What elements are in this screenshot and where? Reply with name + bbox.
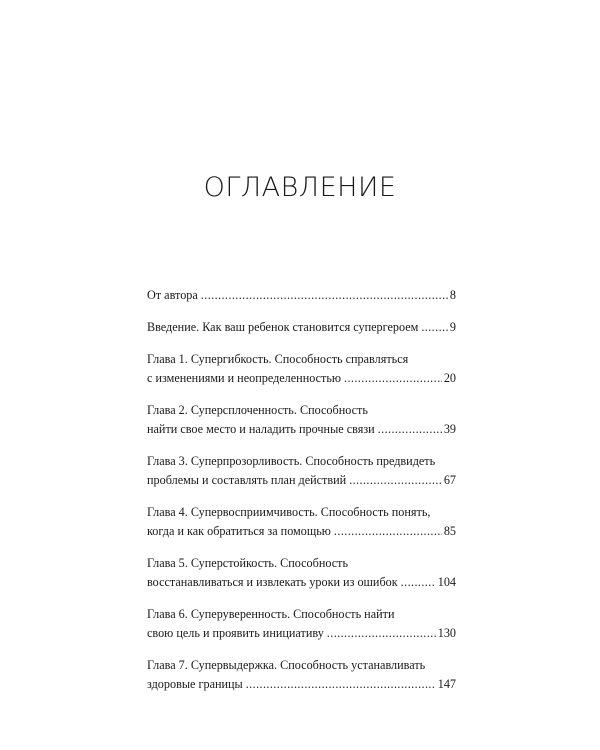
toc-entry-title-line: Глава 6. Суперуверенность. Способность найти (147, 607, 395, 621)
dot-leader (246, 675, 436, 694)
toc-page-number: 147 (437, 677, 456, 691)
toc-entry-line (147, 624, 456, 643)
toc-entry[interactable] (147, 286, 456, 305)
dot-leader (378, 420, 442, 439)
toc-entry-title: проблемы и составлять план действий (147, 473, 347, 487)
toc-entry-title: Введение. Как ваш ребенок становится супергероем (147, 320, 419, 334)
table-of-contents (147, 286, 456, 707)
toc-entry-title-line: Глава 4. Супервосприимчивость. Способность понять, (147, 505, 431, 519)
dot-leader (401, 573, 436, 592)
toc-page-number: 9 (449, 320, 456, 334)
toc-page-number: 104 (437, 575, 456, 589)
toc-entry[interactable] (147, 401, 456, 439)
toc-entry-title-line: Глава 5. Суперстойкость. Способность (147, 556, 349, 570)
toc-page-number: 130 (437, 626, 456, 640)
toc-entry-line (147, 573, 456, 592)
toc-entry-line (147, 420, 456, 439)
toc-entry-title-line: Глава 1. Супергибкость. Способность справляться (147, 352, 409, 366)
toc-entry-title-line: Глава 7. Супервыдержка. Способность устанавливать (147, 658, 426, 672)
toc-entry-line (147, 286, 456, 305)
toc-entry[interactable] (147, 605, 456, 643)
dot-leader (421, 318, 448, 337)
toc-entry-line (147, 522, 456, 541)
toc-page-number: 85 (443, 524, 456, 538)
toc-entry[interactable] (147, 452, 456, 490)
dot-leader (201, 286, 448, 305)
dot-leader (327, 624, 436, 643)
toc-entry[interactable] (147, 503, 456, 541)
toc-entry-title: здоровые границы (147, 677, 243, 691)
dot-leader (344, 369, 442, 388)
dot-leader (349, 471, 442, 490)
toc-entry-line (147, 369, 456, 388)
toc-page-number: 20 (443, 371, 456, 385)
toc-entry-title-line: Глава 2. Суперсплоченность. Способность (147, 403, 368, 417)
toc-entry-title: От автора (147, 288, 198, 302)
page-title: ОГЛАВЛЕНИЕ (203, 172, 397, 203)
toc-page-number: 67 (443, 473, 456, 487)
toc-entry-title: свою цель и проявить инициативу (147, 626, 324, 640)
toc-page-number: 39 (443, 422, 456, 436)
toc-entry[interactable] (147, 318, 456, 337)
toc-page-number: 8 (449, 288, 456, 302)
toc-entry-title: восстанавливаться и извлекать уроки из ошибок (147, 575, 398, 589)
toc-entry-title: найти свое место и наладить прочные связи (147, 422, 375, 436)
dot-leader (334, 522, 442, 541)
toc-entry[interactable] (147, 350, 456, 388)
toc-entry-line (147, 318, 456, 337)
toc-entry[interactable] (147, 656, 456, 694)
toc-entry-line (147, 471, 456, 490)
toc-entry-title: с изменениями и неопределенностью (147, 371, 342, 385)
toc-entry-title: когда и как обратиться за помощью (147, 524, 331, 538)
toc-entry-title-line: Глава 3. Суперпрозорливость. Способность предвидеть (147, 454, 436, 468)
toc-entry-line (147, 675, 456, 694)
toc-entry[interactable] (147, 554, 456, 592)
